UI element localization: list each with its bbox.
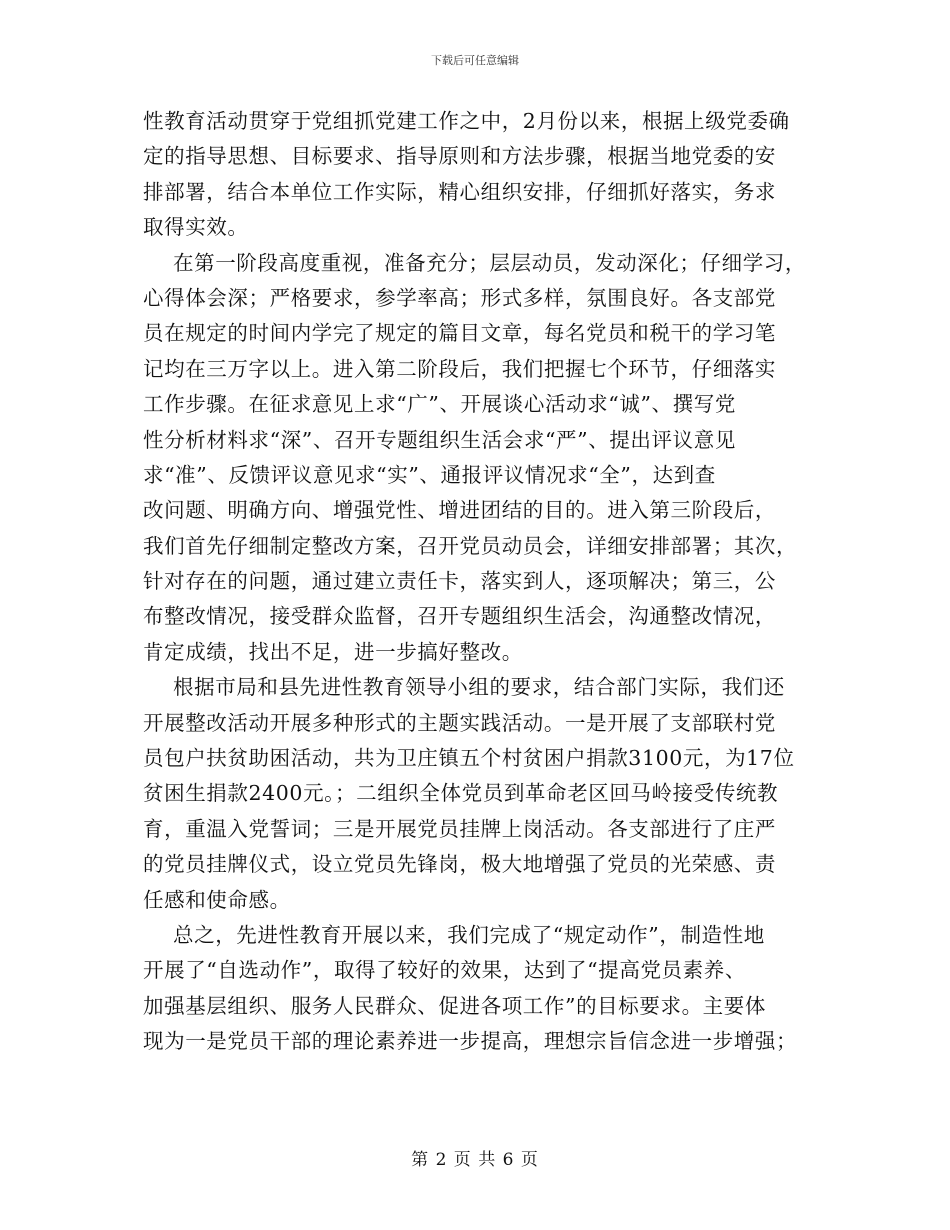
text-line: 贫困生捐款2400元。；二组织全体党员到革命老区回马岭接受传统教: [143, 781, 779, 806]
text-line: 求“准”、反馈评议意见求“实”、通报评议情况求“全”，达到查: [143, 462, 716, 487]
text-line: 定的指导思想、目标要求、指导原则和方法步骤，根据当地党委的安: [143, 144, 776, 169]
text-line: 在第一阶段高度重视，准备充分；层层动员，发动深化；仔细学习，: [173, 250, 806, 275]
page-header: 下载后可任意编辑: [431, 54, 519, 67]
text-line: 工作步骤。在征求意见上求“广”、开展谈心活动求“诚”、撰写党: [143, 392, 736, 417]
text-line: 员包户扶贫助困活动，共为卫庄镇五个村贫困户捐款3100元，为17位: [143, 746, 795, 771]
text-line: 总之，先进性教育开展以来，我们完成了“规定动作”，制造性地: [173, 922, 765, 947]
text-line: 肯定成绩，找出不足，进一步搞好整改。: [143, 639, 523, 664]
text-line: 性教育活动贯穿于党组抓党建工作之中，2月份以来，根据上级党委确: [143, 109, 790, 133]
text-line: 改问题、明确方向、增强党性、增进团结的目的。进入第三阶段后，: [143, 498, 776, 523]
text-line: 性分析材料求“深”、召开专题组织生活会求“严”、提出评议意见: [143, 427, 736, 452]
document-body: [143, 104, 808, 1060]
text-line: 我们首先仔细制定整改方案，召开党员动员会，详细安排部署；其次，: [143, 533, 798, 558]
text-line: 针对存在的问题，通过建立责任卡，落实到人，逐项解决；第三，公: [143, 569, 776, 594]
page-footer: 第 2 页 共 6 页: [411, 1150, 539, 1170]
text-line: 布整改情况，接受群众监督，召开专题组织生活会，沟通整改情况，: [143, 604, 776, 629]
text-line: 开展了“自选动作”，取得了较好的效果，达到了“提高党员素养、: [143, 958, 746, 983]
text-line: 根据市局和县先进性教育领导小组的要求，结合部门实际，我们还: [173, 675, 785, 700]
text-line: 心得体会深；严格要求，参学率高；形式多样，氛围良好。各支部党: [143, 285, 776, 310]
text-line: 的党员挂牌仪式，设立党员先锋岗，极大地增强了党员的光荣感、责: [143, 852, 776, 877]
text-line: 排部署，结合本单位工作实际，精心组织安排，仔细抓好落实，务求: [143, 179, 776, 204]
text-line: 员在规定的时间内学完了规定的篇目文章，每名党员和税干的学习笔: [143, 321, 776, 346]
text-line: 育，重温入党誓词；三是开展党员挂牌上岗活动。各支部进行了庄严: [143, 816, 776, 841]
text-line: 记均在三万字以上。进入第二阶段后，我们把握七个环节，仔细落实: [143, 356, 776, 381]
text-line: 加强基层组织、服务人民群众、促进各项工作”的目标要求。主要体: [143, 993, 766, 1018]
text-line: 任感和使命感。: [143, 887, 291, 912]
text-line: 取得实效。: [143, 215, 249, 240]
text-line: 开展整改活动开展多种形式的主题实践活动。一是开展了支部联村党: [143, 710, 776, 735]
text-line: 现为一是党员干部的理论素养进一步提高，理想宗旨信念进一步增强；: [143, 1029, 798, 1054]
